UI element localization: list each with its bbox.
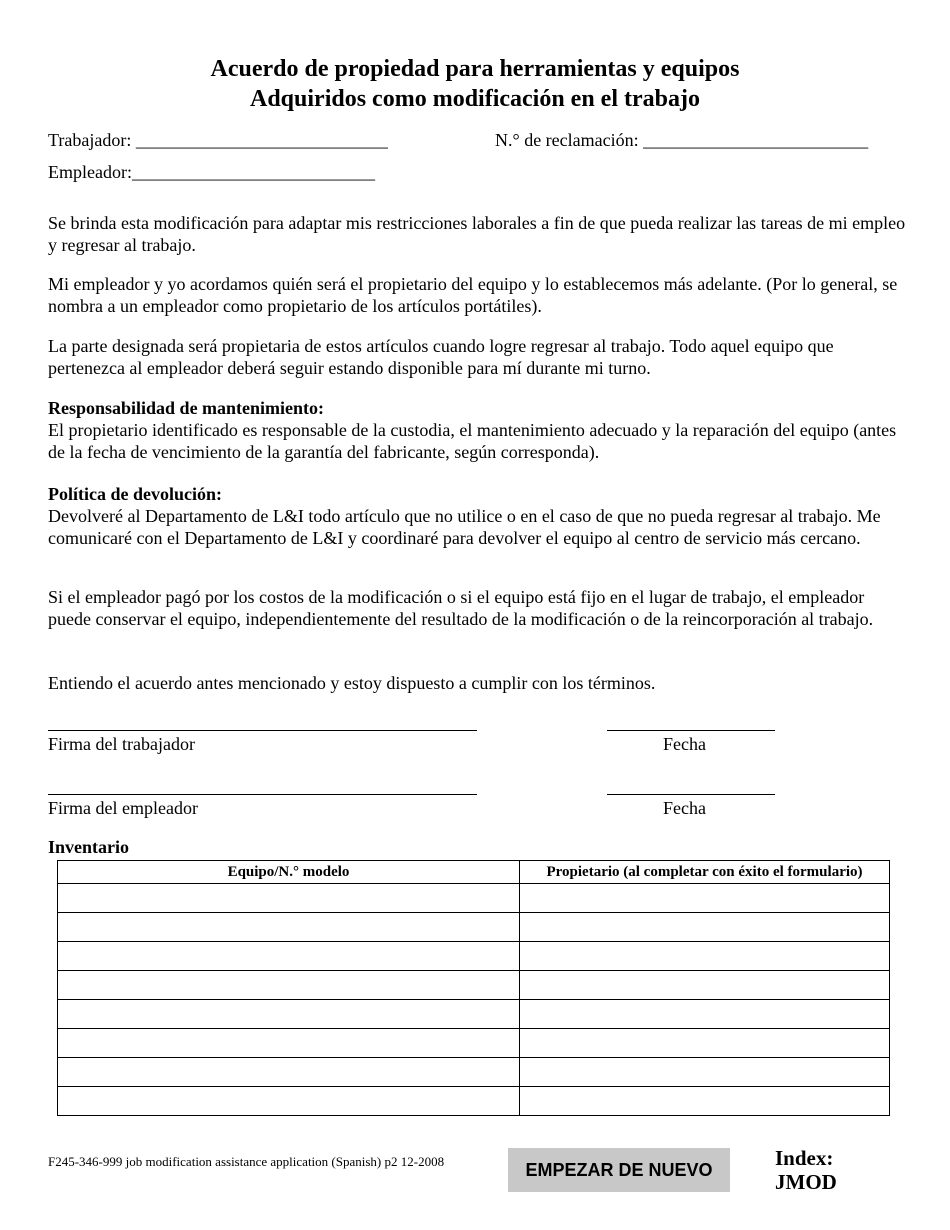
equipment-cell[interactable] [58, 913, 520, 942]
paragraph-purpose: Se brinda esta modificación para adaptar mis restricciones laborales a fin de que pueda realizar las tareas de mi empleo y regresar al trabajo. [48, 213, 906, 255]
equipment-column-header: Equipo/N.° modelo [58, 861, 520, 884]
index-value: JMOD [775, 1170, 837, 1194]
owner-cell[interactable] [520, 1087, 890, 1116]
employer-date-line[interactable] [607, 794, 775, 795]
equipment-cell[interactable] [58, 1029, 520, 1058]
employer-field[interactable]: Empleador:___________________________ [48, 162, 375, 182]
worker-field[interactable]: Trabajador: ____________________________ [48, 130, 388, 150]
table-row [58, 884, 890, 913]
owner-cell[interactable] [520, 1058, 890, 1087]
inventory-title: Inventario [48, 837, 129, 857]
owner-cell[interactable] [520, 884, 890, 913]
owner-column-header: Propietario (al completar con éxito el formulario) [520, 861, 890, 884]
table-row [58, 1029, 890, 1058]
worker-date-line[interactable] [607, 730, 775, 731]
claim-number-field[interactable]: N.° de reclamación: _________________________ [495, 130, 869, 150]
inventory-table [57, 860, 890, 1116]
owner-cell[interactable] [520, 1000, 890, 1029]
worker-signature-label: Firma del trabajador [48, 734, 195, 754]
employer-signature-line[interactable] [48, 794, 477, 795]
title-line-2: Adquiridos como modificación en el trabajo [250, 86, 700, 112]
table-row [58, 1000, 890, 1029]
employer-signature-label: Firma del empleador [48, 798, 198, 818]
owner-cell[interactable] [520, 1029, 890, 1058]
page-title [0, 54, 950, 114]
maintenance-section [48, 397, 908, 463]
table-row [58, 971, 890, 1000]
reset-button[interactable]: EMPEZAR DE NUEVO [508, 1148, 730, 1192]
owner-cell[interactable] [520, 971, 890, 1000]
paragraph-designated-party: La parte designada será propietaria de estos artículos cuando logre regresar al trabajo. Todo aquel equipo que pertenezca al empleador deberá seguir estando disponible para mí durante mi turno. [48, 336, 834, 378]
table-row [58, 1087, 890, 1116]
paragraph-agreement: Entiendo el acuerdo antes mencionado y estoy dispuesto a cumplir con los términos. [48, 673, 656, 693]
equipment-cell[interactable] [58, 942, 520, 971]
worker-date-label: Fecha [663, 734, 706, 754]
equipment-cell[interactable] [58, 884, 520, 913]
table-row [58, 1058, 890, 1087]
return-policy-heading: Política de devolución: [48, 484, 222, 504]
title-line-1: Acuerdo de propiedad para herramientas y equipos [210, 56, 740, 82]
table-row [58, 913, 890, 942]
return-policy-section [48, 483, 908, 549]
equipment-cell[interactable] [58, 1058, 520, 1087]
paragraph-ownership: Mi empleador y yo acordamos quién será el propietario del equipo y lo establecemos más adelante. (Por lo general, se nombra a un empleador como propietario de los artículos portátiles). [48, 274, 898, 316]
inventory-header-row [58, 861, 890, 884]
index-label: Index: [775, 1146, 834, 1170]
index-block [775, 1146, 837, 1194]
equipment-cell[interactable] [58, 1087, 520, 1116]
maintenance-heading: Responsabilidad de mantenimiento: [48, 398, 325, 418]
paragraph-employer-paid: Si el empleador pagó por los costos de la modificación o si el equipo está fijo en el lugar de trabajo, el empleador puede conservar el equipo, independientemente del resultado de la modificación o de la reincorporación al trabajo. [48, 587, 874, 629]
form-code: F245-346-999 job modification assistance application (Spanish) p2 12-2008 [48, 1154, 445, 1169]
return-policy-text: Devolveré al Departamento de L&I todo artículo que no utilice o en el caso de que no pueda regresar al trabajo. Me comunicaré con el Departamento de L&I y coordinaré para devolver el equipo al centro de servicio más cercano. [48, 506, 881, 548]
worker-signature-line[interactable] [48, 730, 477, 731]
equipment-cell[interactable] [58, 1000, 520, 1029]
equipment-cell[interactable] [58, 971, 520, 1000]
employer-date-label: Fecha [663, 798, 706, 818]
owner-cell[interactable] [520, 942, 890, 971]
owner-cell[interactable] [520, 913, 890, 942]
table-row [58, 942, 890, 971]
maintenance-text: El propietario identificado es responsable de la custodia, el mantenimiento adecuado y la reparación del equipo (antes de la fecha de vencimiento de la garantía del fabricante, según corresponda). [48, 420, 897, 462]
